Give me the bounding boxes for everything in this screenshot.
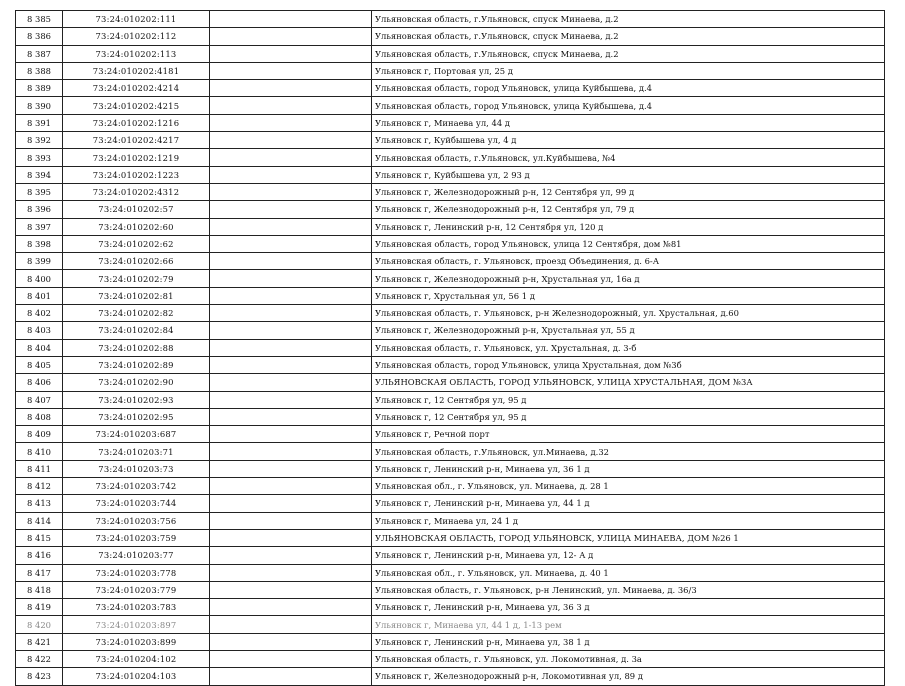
row-number-cell: 8 398 <box>16 235 63 252</box>
row-number-cell: 8 403 <box>16 322 63 339</box>
address-cell: Ульяновск г, Ленинский р-н, Минаева ул, 38 1 д <box>372 633 885 650</box>
empty-cell <box>210 529 372 546</box>
empty-cell <box>210 443 372 460</box>
cadastral-number-cell: 73:24:010203:778 <box>63 564 210 581</box>
empty-cell <box>210 633 372 650</box>
cadastral-number-cell: 73:24:010202:113 <box>63 45 210 62</box>
row-number-cell: 8 390 <box>16 97 63 114</box>
table-row <box>16 356 885 373</box>
table-row <box>16 668 885 685</box>
address-cell: Ульяновск г, Железнодорожный р-н, 12 Сентября ул, 79 д <box>372 201 885 218</box>
cadastral-number-cell: 73:24:010202:82 <box>63 305 210 322</box>
row-number-cell: 8 422 <box>16 650 63 667</box>
cadastral-number-cell: 73:24:010202:4215 <box>63 97 210 114</box>
empty-cell <box>210 426 372 443</box>
cadastral-number-cell: 73:24:010203:687 <box>63 426 210 443</box>
cadastral-number-cell: 73:24:010202:1219 <box>63 149 210 166</box>
empty-cell <box>210 391 372 408</box>
cadastral-number-cell: 73:24:010202:89 <box>63 356 210 373</box>
row-number-cell: 8 412 <box>16 478 63 495</box>
row-number-cell: 8 419 <box>16 599 63 616</box>
address-cell: Ульяновская область, г. Ульяновск, ул. Хрустальная, д. 3-б <box>372 339 885 356</box>
empty-cell <box>210 512 372 529</box>
cadastral-number-cell: 73:24:010202:66 <box>63 253 210 270</box>
cadastral-number-cell: 73:24:010202:4181 <box>63 62 210 79</box>
cadastral-number-cell: 73:24:010203:756 <box>63 512 210 529</box>
empty-cell <box>210 356 372 373</box>
register-table-body <box>16 11 885 686</box>
address-cell: Ульяновск г, Куйбышева ул, 2 93 д <box>372 166 885 183</box>
empty-cell <box>210 235 372 252</box>
table-row <box>16 460 885 477</box>
address-cell: Ульяновск г, Ленинский р-н, Минаева ул, 12- А д <box>372 547 885 564</box>
address-cell: Ульяновская обл., г. Ульяновск, ул. Минаева, д. 28 1 <box>372 478 885 495</box>
address-cell: УЛЬЯНОВСКАЯ ОБЛАСТЬ, ГОРОД УЛЬЯНОВСК, УЛИЦА МИНАЕВА, ДОМ №26 1 <box>372 529 885 546</box>
table-row <box>16 253 885 270</box>
address-cell: Ульяновская обл., г. Ульяновск, ул. Минаева, д. 40 1 <box>372 564 885 581</box>
cadastral-number-cell: 73:24:010203:783 <box>63 599 210 616</box>
row-number-cell: 8 409 <box>16 426 63 443</box>
row-number-cell: 8 402 <box>16 305 63 322</box>
row-number-cell: 8 417 <box>16 564 63 581</box>
empty-cell <box>210 114 372 131</box>
cadastral-number-cell: 73:24:010202:4217 <box>63 132 210 149</box>
row-number-cell: 8 395 <box>16 183 63 200</box>
row-number-cell: 8 416 <box>16 547 63 564</box>
address-cell: Ульяновск г, Хрустальная ул, 56 1 д <box>372 287 885 304</box>
empty-cell <box>210 28 372 45</box>
empty-cell <box>210 495 372 512</box>
address-cell: Ульяновск г, Речной порт <box>372 426 885 443</box>
row-number-cell: 8 397 <box>16 218 63 235</box>
address-cell: Ульяновск г, Ленинский р-н, 12 Сентября ул, 120 д <box>372 218 885 235</box>
empty-cell <box>210 581 372 598</box>
table-row <box>16 28 885 45</box>
address-cell: Ульяновская область, г. Ульяновск, проезд Объединения, д. 6-А <box>372 253 885 270</box>
table-row <box>16 201 885 218</box>
table-row <box>16 132 885 149</box>
address-cell: Ульяновская область, г. Ульяновск, р-н Железнодорожный, ул. Хрустальная, д.60 <box>372 305 885 322</box>
row-number-cell: 8 405 <box>16 356 63 373</box>
table-row <box>16 11 885 28</box>
empty-cell <box>210 339 372 356</box>
address-cell: Ульяновск г, 12 Сентября ул, 95 д <box>372 391 885 408</box>
table-row <box>16 633 885 650</box>
table-row <box>16 581 885 598</box>
cadastral-number-cell: 73:24:010202:95 <box>63 408 210 425</box>
cadastral-number-cell: 73:24:010202:60 <box>63 218 210 235</box>
empty-cell <box>210 460 372 477</box>
cadastral-number-cell: 73:24:010202:4214 <box>63 80 210 97</box>
table-row <box>16 339 885 356</box>
empty-cell <box>210 599 372 616</box>
table-row <box>16 235 885 252</box>
empty-cell <box>210 270 372 287</box>
empty-cell <box>210 322 372 339</box>
address-cell: Ульяновская область, г.Ульяновск, спуск Минаева, д.2 <box>372 11 885 28</box>
address-cell: Ульяновская область, город Ульяновск, улица Хрустальная, дом №3б <box>372 356 885 373</box>
address-cell: Ульяновск г, Портовая ул, 25 д <box>372 62 885 79</box>
table-row <box>16 287 885 304</box>
table-row <box>16 426 885 443</box>
row-number-cell: 8 418 <box>16 581 63 598</box>
cadastral-number-cell: 73:24:010203:744 <box>63 495 210 512</box>
empty-cell <box>210 547 372 564</box>
row-number-cell: 8 399 <box>16 253 63 270</box>
row-number-cell: 8 385 <box>16 11 63 28</box>
table-row <box>16 80 885 97</box>
table-row <box>16 547 885 564</box>
empty-cell <box>210 218 372 235</box>
cadastral-number-cell: 73:24:010202:111 <box>63 11 210 28</box>
cadastral-number-cell: 73:24:010202:88 <box>63 339 210 356</box>
address-cell: Ульяновск г, Железнодорожный р-н, 12 Сентября ул, 99 д <box>372 183 885 200</box>
address-cell: Ульяновская область, г.Ульяновск, ул.Куйбышева, №4 <box>372 149 885 166</box>
table-row <box>16 218 885 235</box>
row-number-cell: 8 406 <box>16 374 63 391</box>
empty-cell <box>210 408 372 425</box>
empty-cell <box>210 149 372 166</box>
cadastral-number-cell: 73:24:010204:102 <box>63 650 210 667</box>
table-row <box>16 408 885 425</box>
address-cell: Ульяновск г, Куйбышева ул, 4 д <box>372 132 885 149</box>
cadastral-number-cell: 73:24:010203:897 <box>63 616 210 633</box>
empty-cell <box>210 616 372 633</box>
empty-cell <box>210 80 372 97</box>
row-number-cell: 8 401 <box>16 287 63 304</box>
address-cell: Ульяновск г, Минаева ул, 24 1 д <box>372 512 885 529</box>
row-number-cell: 8 400 <box>16 270 63 287</box>
cadastral-number-cell: 73:24:010202:93 <box>63 391 210 408</box>
table-row <box>16 374 885 391</box>
table-row <box>16 616 885 633</box>
cadastral-number-cell: 73:24:010202:1223 <box>63 166 210 183</box>
row-number-cell: 8 408 <box>16 408 63 425</box>
row-number-cell: 8 413 <box>16 495 63 512</box>
register-table <box>15 10 885 686</box>
row-number-cell: 8 387 <box>16 45 63 62</box>
address-cell: Ульяновская область, г. Ульяновск, р-н Ленинский, ул. Минаева, д. 36/3 <box>372 581 885 598</box>
address-cell: Ульяновская область, г. Ульяновск, ул. Локомотивная, д. 3а <box>372 650 885 667</box>
address-cell: Ульяновская область, город Ульяновск, улица Куйбышева, д.4 <box>372 97 885 114</box>
row-number-cell: 8 410 <box>16 443 63 460</box>
table-row <box>16 166 885 183</box>
address-cell: Ульяновская область, г.Ульяновск, спуск Минаева, д.2 <box>372 28 885 45</box>
row-number-cell: 8 392 <box>16 132 63 149</box>
empty-cell <box>210 62 372 79</box>
table-row <box>16 564 885 581</box>
cadastral-number-cell: 73:24:010202:1216 <box>63 114 210 131</box>
table-row <box>16 650 885 667</box>
empty-cell <box>210 11 372 28</box>
empty-cell <box>210 201 372 218</box>
table-row <box>16 305 885 322</box>
table-row <box>16 97 885 114</box>
table-row <box>16 114 885 131</box>
empty-cell <box>210 45 372 62</box>
empty-cell <box>210 650 372 667</box>
table-row <box>16 599 885 616</box>
cadastral-number-cell: 73:24:010202:84 <box>63 322 210 339</box>
row-number-cell: 8 421 <box>16 633 63 650</box>
address-cell: Ульяновск г, Железнодорожный р-н, Хрустальная ул, 55 д <box>372 322 885 339</box>
address-cell: Ульяновская область, г.Ульяновск, ул.Минаева, д.32 <box>372 443 885 460</box>
address-cell: Ульяновская область, город Ульяновск, улица Куйбышева, д.4 <box>372 80 885 97</box>
empty-cell <box>210 253 372 270</box>
row-number-cell: 8 394 <box>16 166 63 183</box>
cadastral-number-cell: 73:24:010203:77 <box>63 547 210 564</box>
row-number-cell: 8 404 <box>16 339 63 356</box>
empty-cell <box>210 183 372 200</box>
cadastral-number-cell: 73:24:010202:62 <box>63 235 210 252</box>
row-number-cell: 8 393 <box>16 149 63 166</box>
cadastral-number-cell: 73:24:010203:742 <box>63 478 210 495</box>
address-cell: УЛЬЯНОВСКАЯ ОБЛАСТЬ, ГОРОД УЛЬЯНОВСК, УЛИЦА ХРУСТАЛЬНАЯ, ДОМ №3А <box>372 374 885 391</box>
address-cell: Ульяновск г, Ленинский р-н, Минаева ул, 36 3 д <box>372 599 885 616</box>
address-cell: Ульяновск г, Железнодорожный р-н, Локомотивная ул, 89 д <box>372 668 885 685</box>
table-row <box>16 512 885 529</box>
table-row <box>16 529 885 546</box>
table-row <box>16 62 885 79</box>
row-number-cell: 8 423 <box>16 668 63 685</box>
cadastral-number-cell: 73:24:010204:103 <box>63 668 210 685</box>
address-cell: Ульяновская область, г.Ульяновск, спуск Минаева, д.2 <box>372 45 885 62</box>
table-row <box>16 443 885 460</box>
empty-cell <box>210 305 372 322</box>
table-row <box>16 391 885 408</box>
row-number-cell: 8 386 <box>16 28 63 45</box>
row-number-cell: 8 411 <box>16 460 63 477</box>
cadastral-number-cell: 73:24:010203:899 <box>63 633 210 650</box>
empty-cell <box>210 478 372 495</box>
table-row <box>16 270 885 287</box>
row-number-cell: 8 420 <box>16 616 63 633</box>
cadastral-number-cell: 73:24:010203:759 <box>63 529 210 546</box>
empty-cell <box>210 132 372 149</box>
table-row <box>16 45 885 62</box>
row-number-cell: 8 389 <box>16 80 63 97</box>
empty-cell <box>210 166 372 183</box>
address-cell: Ульяновск г, 12 Сентября ул, 95 д <box>372 408 885 425</box>
row-number-cell: 8 407 <box>16 391 63 408</box>
row-number-cell: 8 414 <box>16 512 63 529</box>
empty-cell <box>210 287 372 304</box>
cadastral-number-cell: 73:24:010202:81 <box>63 287 210 304</box>
row-number-cell: 8 388 <box>16 62 63 79</box>
table-row <box>16 495 885 512</box>
address-cell: Ульяновская область, город Ульяновск, улица 12 Сентября, дом №81 <box>372 235 885 252</box>
empty-cell <box>210 97 372 114</box>
cadastral-number-cell: 73:24:010203:71 <box>63 443 210 460</box>
cadastral-number-cell: 73:24:010202:79 <box>63 270 210 287</box>
address-cell: Ульяновск г, Минаева ул, 44 1 д, 1-13 рем <box>372 616 885 633</box>
table-row <box>16 478 885 495</box>
cadastral-number-cell: 73:24:010203:779 <box>63 581 210 598</box>
cadastral-number-cell: 73:24:010202:90 <box>63 374 210 391</box>
table-row <box>16 183 885 200</box>
empty-cell <box>210 374 372 391</box>
cadastral-number-cell: 73:24:010202:57 <box>63 201 210 218</box>
address-cell: Ульяновск г, Железнодорожный р-н, Хрустальная ул, 16а д <box>372 270 885 287</box>
cadastral-number-cell: 73:24:010203:73 <box>63 460 210 477</box>
cadastral-number-cell: 73:24:010202:112 <box>63 28 210 45</box>
table-row <box>16 322 885 339</box>
empty-cell <box>210 564 372 581</box>
row-number-cell: 8 391 <box>16 114 63 131</box>
address-cell: Ульяновск г, Минаева ул, 44 д <box>372 114 885 131</box>
address-cell: Ульяновск г, Ленинский р-н, Минаева ул, 36 1 д <box>372 460 885 477</box>
cadastral-number-cell: 73:24:010202:4312 <box>63 183 210 200</box>
address-cell: Ульяновск г, Ленинский р-н, Минаева ул, 44 1 д <box>372 495 885 512</box>
row-number-cell: 8 396 <box>16 201 63 218</box>
empty-cell <box>210 668 372 685</box>
table-row <box>16 149 885 166</box>
row-number-cell: 8 415 <box>16 529 63 546</box>
